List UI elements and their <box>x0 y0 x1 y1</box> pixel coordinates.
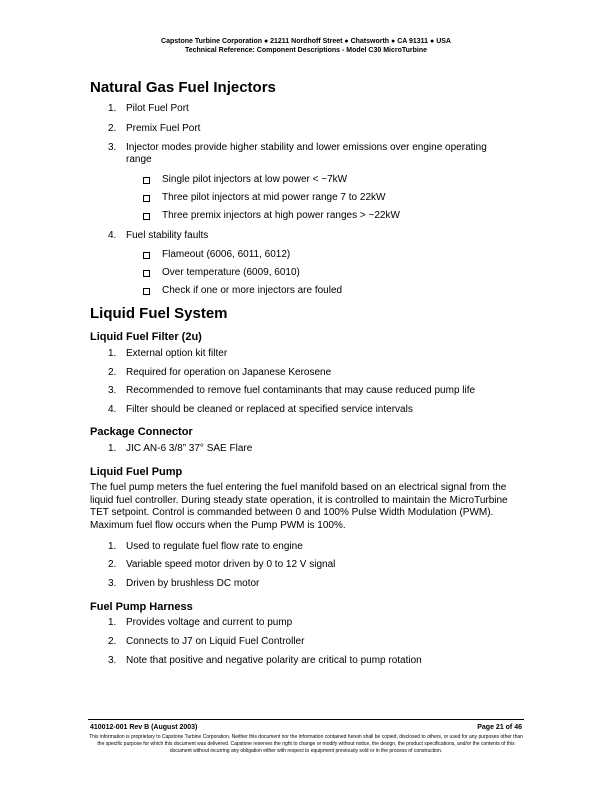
checkbox-bullet-icon <box>143 195 150 202</box>
list-text: Fuel stability faults <box>126 230 209 241</box>
footer-document-id: 410012-001 Rev B (August 2003) <box>90 724 198 731</box>
bullet-text: Three pilot injectors at mid power range 7 to 22kW <box>162 192 386 203</box>
checkbox-bullet-icon <box>143 213 150 220</box>
footer-proprietary-notice: This information is proprietary to Capstone Turbine Corporation. Neither this document nor the information contained herein shall be copied, disclosed to others, or used for any purposes other than the specific purpose for which this document was delivered. Capstone reserves the right to change or modify without notice, the design, the product specifications, and/or the contents of this document without incurring any obligation either with respect to equipment previously sold or in the process of construction. <box>89 734 523 754</box>
subheading-liquid-fuel-filter: Liquid Fuel Filter (2u) <box>90 331 202 343</box>
list-text: Driven by brushless DC motor <box>126 578 260 589</box>
list-number: 4. <box>108 230 117 241</box>
list-number: 2. <box>108 123 117 134</box>
list-number: 2. <box>108 636 117 647</box>
list-text: Recommended to remove fuel contaminants that may cause reduced pump life <box>126 385 476 396</box>
list-text: JIC AN-6 3/8” 37° SAE Flare <box>126 443 253 454</box>
list-text: Filter should be cleaned or replaced at specified service intervals <box>126 404 413 415</box>
list-text: Used to regulate fuel flow rate to engine <box>126 541 303 552</box>
list-text: Required for operation on Japanese Kerosene <box>126 367 332 378</box>
header-reference-line: Technical Reference: Component Descriptions - Model C30 MicroTurbine <box>184 47 428 54</box>
subheading-fuel-pump-harness: Fuel Pump Harness <box>90 601 193 613</box>
bullet-text: Three premix injectors at high power ranges > ~22kW <box>162 210 400 221</box>
bullet-text: Flameout (6006, 6011, 6012) <box>162 249 291 260</box>
bullet-text: Check if one or more injectors are fouled <box>162 285 343 296</box>
list-number: 3. <box>108 578 117 589</box>
list-number: 3. <box>108 655 117 666</box>
list-text: External option kit filter <box>126 348 228 359</box>
subheading-liquid-fuel-pump: Liquid Fuel Pump <box>90 466 183 478</box>
pump-description-paragraph: The fuel pump meters the fuel entering the fuel manifold based on an electrical signal from the liquid fuel controller. During steady state operation, it is controlled to maintain the MicroTurbine TET setpoint. Control is commanded between 0 and 100% Pulse Width Modulation (PWM). Maximum fuel flow occurs when the Pump PWM is 100%. <box>90 482 508 531</box>
checkbox-bullet-icon <box>143 288 150 295</box>
bullet-text: Over temperature (6009, 6010) <box>162 267 300 278</box>
list-text: Premix Fuel Port <box>126 123 201 134</box>
list-number: 3. <box>108 142 117 153</box>
checkbox-bullet-icon <box>143 177 150 184</box>
bullet-text: Single pilot injectors at low power < ~7kW <box>162 174 348 185</box>
heading-liquid-fuel-system: Liquid Fuel System <box>90 305 228 322</box>
footer-page-number: Page 21 of 46 <box>477 724 522 731</box>
list-number: 1. <box>108 348 117 359</box>
list-text: Variable speed motor driven by 0 to 12 V signal <box>126 559 336 570</box>
list-number: 1. <box>108 103 117 114</box>
list-text: Pilot Fuel Port <box>126 103 189 114</box>
list-number: 4. <box>108 404 117 415</box>
header-company-line: Capstone Turbine Corporation ● 21211 Nordhoff Street ● Chatsworth ● CA 91311 ● USA <box>161 38 451 45</box>
subheading-package-connector: Package Connector <box>90 426 193 438</box>
list-number: 2. <box>108 559 117 570</box>
list-number: 1. <box>108 443 117 454</box>
list-number: 3. <box>108 385 117 396</box>
checkbox-bullet-icon <box>143 270 150 277</box>
list-number: 2. <box>108 367 117 378</box>
list-number: 1. <box>108 617 117 628</box>
list-text: Note that positive and negative polarity are critical to pump rotation <box>126 655 422 666</box>
list-number: 1. <box>108 541 117 552</box>
footer-divider <box>88 719 524 720</box>
checkbox-bullet-icon <box>143 252 150 259</box>
list-text: Connects to J7 on Liquid Fuel Controller <box>126 636 305 647</box>
heading-natural-gas-fuel-injectors: Natural Gas Fuel Injectors <box>90 79 276 96</box>
list-text: Injector modes provide higher stability and lower emissions over engine operating range <box>126 142 487 165</box>
list-text: Provides voltage and current to pump <box>126 617 293 628</box>
